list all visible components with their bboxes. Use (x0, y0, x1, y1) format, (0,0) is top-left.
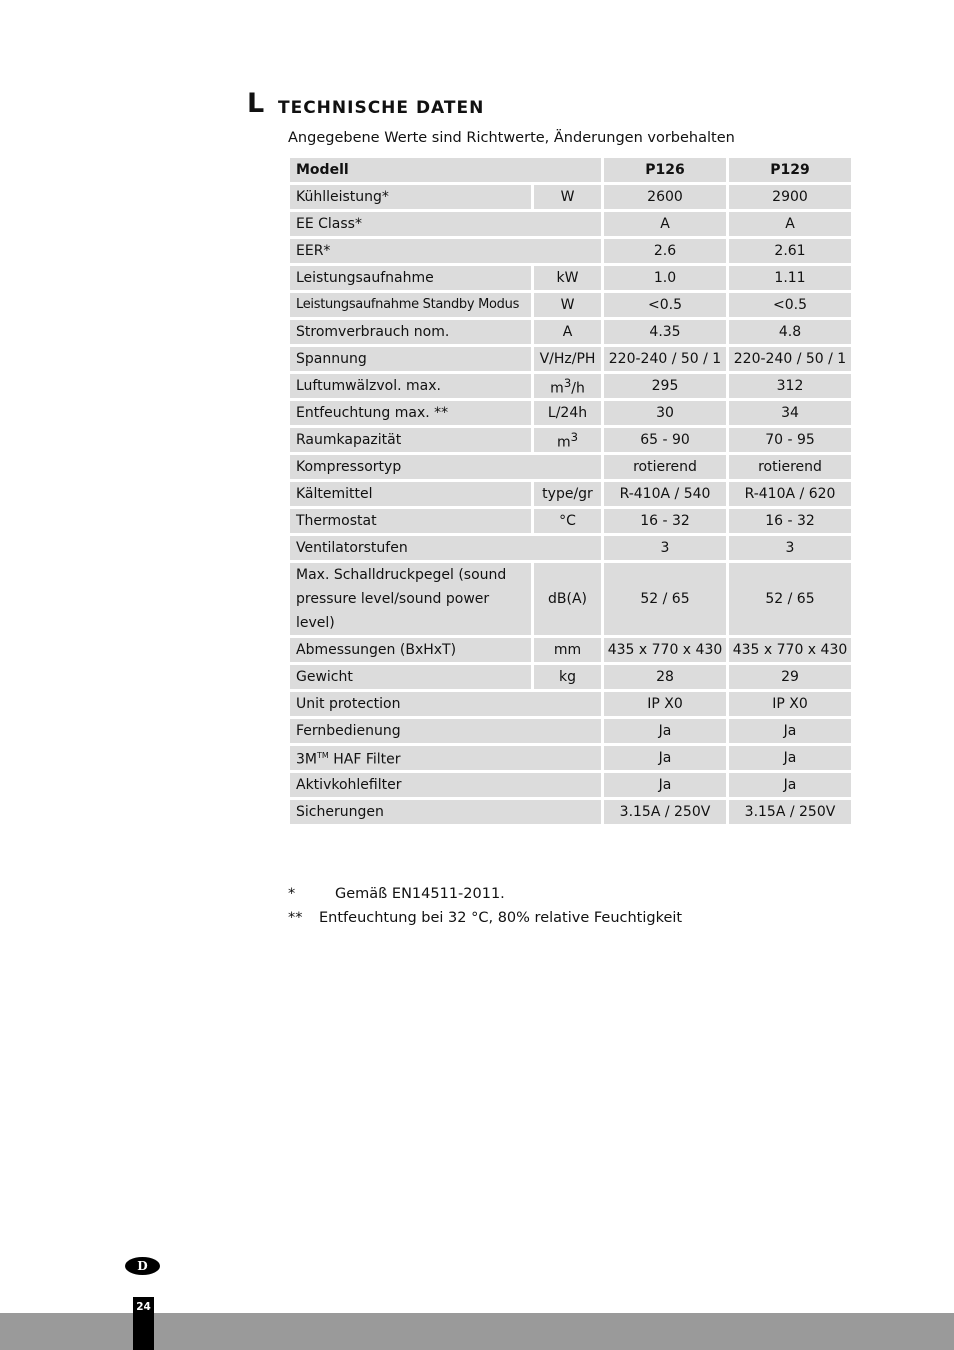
row-label: Luftumwälzvol. max. (290, 374, 531, 398)
row-label: Kühlleistung* (290, 185, 531, 209)
row-value-p126: R-410A / 540 (604, 482, 726, 506)
row-label: Fernbedienung (290, 719, 601, 743)
table-row (290, 536, 851, 560)
row-unit (534, 428, 601, 452)
row-value-p126: A (604, 212, 726, 236)
row-unit: type/gr (534, 482, 601, 506)
row-value-p129: Ja (729, 746, 851, 770)
page-number: 24 (136, 1301, 151, 1313)
row-unit: A (534, 320, 601, 344)
row-value-p126: 2600 (604, 185, 726, 209)
table-row (290, 800, 851, 824)
row-value-p126: 30 (604, 401, 726, 425)
row-label: EE Class* (290, 212, 601, 236)
row-value-p129: 16 - 32 (729, 509, 851, 533)
row-value-p126: 52 / 65 (604, 563, 726, 635)
footnote-2-mark: ** (288, 910, 303, 926)
row-label: Entfeuchtung max. ** (290, 401, 531, 425)
row-label: Abmessungen (BxHxT) (290, 638, 531, 662)
unit-superscript: 3 (563, 376, 572, 391)
language-badge: D (125, 1257, 160, 1275)
section-letter: L (247, 88, 265, 119)
row-unit: W (534, 185, 601, 209)
label-tail: HAF Filter (328, 751, 401, 768)
row-unit: W (534, 293, 601, 317)
table-row (290, 455, 851, 479)
section-title: TECHNISCHE DATEN (278, 98, 485, 118)
row-value-p129: 52 / 65 (729, 563, 851, 635)
table-row (290, 509, 851, 533)
row-label: Max. Schalldruckpegel (sound pressure level/sound power level) (290, 563, 531, 635)
row-value-p129: R-410A / 620 (729, 482, 851, 506)
row-value-p129: 70 - 95 (729, 428, 851, 452)
table-row (290, 428, 851, 452)
row-unit: mm (534, 638, 601, 662)
row-value-p129: Ja (729, 773, 851, 797)
table-row (290, 665, 851, 689)
row-value-p129: IP X0 (729, 692, 851, 716)
row-label: Sicherungen (290, 800, 601, 824)
row-unit (534, 374, 601, 398)
row-unit: V/Hz/PH (534, 347, 601, 371)
row-label: Kältemittel (290, 482, 531, 506)
table-row (290, 320, 851, 344)
header-col-p126: P126 (604, 158, 726, 182)
row-label: Unit protection (290, 692, 601, 716)
row-value-p126: 28 (604, 665, 726, 689)
row-unit: dB(A) (534, 563, 601, 635)
footnote-2-text: Entfeuchtung bei 32 °C, 80% relative Feuchtigkeit (319, 910, 683, 926)
row-value-p129: 312 (729, 374, 851, 398)
row-value-p126: Ja (604, 746, 726, 770)
row-label: Ventilatorstufen (290, 536, 601, 560)
row-value-p129: 29 (729, 665, 851, 689)
row-value-p126: 3.15A / 250V (604, 800, 726, 824)
row-label: Spannung (290, 347, 531, 371)
header-model-label: Modell (290, 158, 601, 182)
trademark-superscript: TM (317, 751, 329, 761)
unit-tail: /h (571, 380, 585, 397)
row-value-p126: <0.5 (604, 293, 726, 317)
row-value-p129: 2.61 (729, 239, 851, 263)
row-value-p129: rotierend (729, 455, 851, 479)
table-row (290, 374, 851, 398)
row-label: Gewicht (290, 665, 531, 689)
row-value-p129: 34 (729, 401, 851, 425)
header-col-p129: P129 (729, 158, 851, 182)
row-label (290, 746, 601, 770)
row-value-p129: 220-240 / 50 / 1 (729, 347, 851, 371)
table-row (290, 563, 851, 635)
unit-superscript: 3 (570, 430, 579, 445)
row-value-p126: 16 - 32 (604, 509, 726, 533)
row-value-p126: Ja (604, 719, 726, 743)
row-value-p126: 2.6 (604, 239, 726, 263)
row-value-p126: 435 x 770 x 430 (604, 638, 726, 662)
row-value-p126: 1.0 (604, 266, 726, 290)
table-row (290, 293, 851, 317)
footnote-1-text: Gemäß EN14511-2011. (335, 886, 505, 902)
table-row (290, 239, 851, 263)
unit-base: m (550, 380, 564, 397)
row-unit: L/24h (534, 401, 601, 425)
table-row (290, 185, 851, 209)
row-label: Kompressortyp (290, 455, 601, 479)
row-label: Leistungsaufnahme (290, 266, 531, 290)
row-unit: °C (534, 509, 601, 533)
table-row (290, 719, 851, 743)
row-value-p126: 4.35 (604, 320, 726, 344)
table-row (290, 347, 851, 371)
row-value-p129: 4.8 (729, 320, 851, 344)
row-value-p129: Ja (729, 719, 851, 743)
table-row (290, 266, 851, 290)
row-value-p126: IP X0 (604, 692, 726, 716)
table-row (290, 746, 851, 770)
row-label: Thermostat (290, 509, 531, 533)
table-row (290, 638, 851, 662)
row-label: Raumkapazität (290, 428, 531, 452)
label-base: 3M (296, 751, 317, 768)
specs-table (287, 155, 854, 827)
row-label: Stromverbrauch nom. (290, 320, 531, 344)
row-value-p129: 435 x 770 x 430 (729, 638, 851, 662)
subtitle: Angegebene Werte sind Richtwerte, Änderungen vorbehalten (288, 130, 735, 146)
footnote-1-mark: * (288, 886, 296, 902)
table-row (290, 692, 851, 716)
row-label: EER* (290, 239, 601, 263)
row-value-p129: 1.11 (729, 266, 851, 290)
row-label: Aktivkohlefilter (290, 773, 601, 797)
row-value-p129: 3 (729, 536, 851, 560)
table-row (290, 482, 851, 506)
row-value-p129: 3.15A / 250V (729, 800, 851, 824)
row-value-p129: <0.5 (729, 293, 851, 317)
row-value-p126: 3 (604, 536, 726, 560)
row-value-p126: Ja (604, 773, 726, 797)
table-row (290, 773, 851, 797)
unit-base: m (556, 434, 571, 451)
row-unit: kW (534, 266, 601, 290)
row-unit: kg (534, 665, 601, 689)
table-header-row (290, 158, 851, 182)
table-row (290, 212, 851, 236)
row-value-p126: 220-240 / 50 / 1 (604, 347, 726, 371)
row-label: Leistungsaufnahme Standby Modus (290, 293, 531, 317)
row-value-p129: A (729, 212, 851, 236)
row-value-p126: 65 - 90 (604, 428, 726, 452)
row-value-p129: 2900 (729, 185, 851, 209)
row-value-p126: 295 (604, 374, 726, 398)
row-value-p126: rotierend (604, 455, 726, 479)
table-row (290, 401, 851, 425)
